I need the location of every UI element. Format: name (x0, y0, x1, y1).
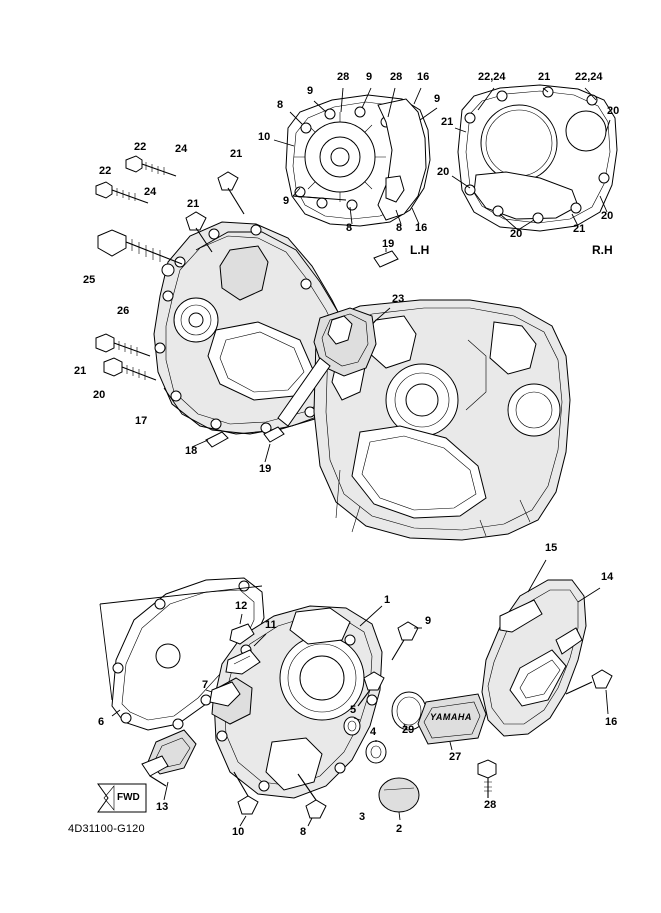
callout-22-b: 22 (99, 165, 112, 177)
callout-10-a: 10 (258, 131, 271, 143)
callout-14: 14 (601, 571, 614, 583)
callout-18: 18 (185, 445, 198, 457)
callout-15: 15 (545, 542, 558, 554)
callout-24-b: 24 (144, 186, 157, 198)
callout-16-c: 16 (605, 716, 618, 728)
callout-8-b: 8 (346, 222, 353, 234)
callout-21-d: 21 (230, 148, 243, 160)
callout-16-b: 16 (415, 222, 428, 234)
callout-25: 25 (83, 274, 96, 286)
callout-21-a: 21 (441, 116, 454, 128)
lh-cover-assembly (274, 85, 437, 226)
callout-9-d: 9 (283, 195, 290, 207)
callout-27: 27 (449, 751, 462, 763)
callout-29: 29 (402, 724, 415, 736)
chain-case-cover-14 (482, 560, 612, 736)
callout-13: 13 (156, 801, 169, 813)
diagram-part-number: 4D31100-G120 (68, 823, 145, 835)
callout-21-c: 21 (573, 223, 586, 235)
callout-2: 2 (396, 823, 403, 835)
callout-21-f: 21 (74, 365, 87, 377)
callout-8-a: 8 (277, 99, 284, 111)
callout-28-b: 28 (390, 71, 403, 83)
callout-20-e: 20 (93, 389, 106, 401)
callout-21-b: 21 (538, 71, 551, 83)
callout-3: 3 (359, 811, 366, 823)
callout-8-d: 8 (300, 826, 307, 838)
callout-9-b: 9 (307, 85, 314, 97)
callout-8-c: 8 (396, 222, 403, 234)
callout-20-b: 20 (437, 166, 450, 178)
callout-26: 26 (117, 305, 130, 317)
callout-5: 5 (350, 704, 357, 716)
callout-22-a: 22 (134, 141, 147, 153)
rh-crankcase-cover (452, 85, 620, 231)
callout-7: 7 (202, 679, 209, 691)
callout-10-b: 10 (232, 826, 245, 838)
callout-19-a: 19 (382, 238, 395, 250)
callout-17: 17 (135, 415, 148, 427)
callout-28-c: 28 (484, 799, 497, 811)
callout-24-a: 24 (175, 143, 188, 155)
label-rh-side: R.H (592, 243, 613, 257)
callout-22-24-a: 22,24 (478, 71, 506, 83)
callout-1: 1 (384, 594, 391, 606)
callout-21-e: 21 (187, 198, 200, 210)
callout-11: 11 (265, 619, 277, 631)
callout-23: 23 (392, 293, 405, 305)
callout-20-c: 20 (601, 210, 614, 222)
callout-22-24-b: 22,24 (575, 71, 603, 83)
callout-4: 4 (370, 726, 377, 738)
label-lh-side: L.H (410, 243, 430, 257)
callout-28-a: 28 (337, 71, 350, 83)
callout-9-c: 9 (434, 93, 441, 105)
fwd-label: FWD (117, 792, 140, 803)
bolt-group-lower-left (96, 334, 156, 380)
callout-16-a: 16 (417, 71, 430, 83)
yamaha-emblem-text: YAMAHA (430, 712, 472, 722)
callout-12: 12 (235, 600, 248, 612)
callout-9-e: 9 (425, 615, 432, 627)
callout-9-a: 9 (366, 71, 373, 83)
callout-20-d: 20 (510, 228, 523, 240)
yamaha-emblem-27 (418, 694, 486, 750)
callout-19-b: 19 (259, 463, 272, 475)
callout-20-a: 20 (607, 105, 620, 117)
callout-6: 6 (98, 716, 105, 728)
